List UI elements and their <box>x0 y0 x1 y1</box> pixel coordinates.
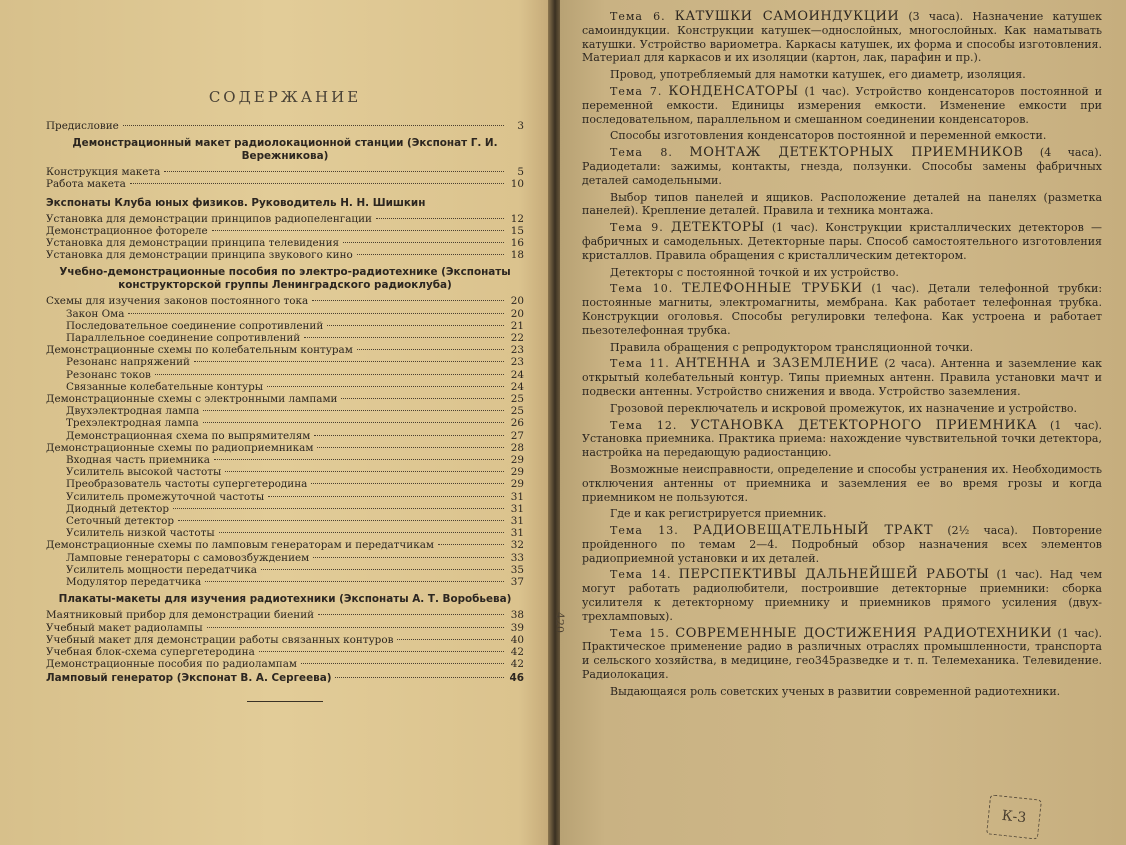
topic-text: Повторение пройденного по темам 2—4. Подробный обзор назначения всех элементов радиоприемной установки и их деталей. <box>582 524 1102 565</box>
topic-number: Тема 7. <box>610 84 663 98</box>
toc-leader-dots <box>397 639 504 640</box>
toc-entry <box>46 454 524 466</box>
topic-text: Антенна и заземление как открытый колебательный контур. Типы приемных антенн. Правила установки мачт и подвески антенны. Устройство снижения и ввода. Устройство заземления. <box>582 357 1103 398</box>
toc-leader-dots <box>130 183 504 184</box>
topic-title: РАДИОВЕЩАТЕЛЬНЫЙ ТРАКТ <box>693 523 934 539</box>
toc-entry-label: Учебный макет для демонстрации работы связанных контуров <box>46 633 394 646</box>
toc-entry-label: Демонстрационная схема по выпрямителям <box>66 429 311 442</box>
topic-paragraph <box>582 568 1102 623</box>
topic-title: КОНДЕНСАТОРЫ <box>668 83 799 99</box>
toc-leader-dots <box>343 242 504 243</box>
toc-section-heading: Демонстрационный макет радиолокационной станции (Экспонат Г. И. Вережникова) <box>72 137 498 163</box>
toc-entry <box>46 564 524 576</box>
topic-number: Тема 9. <box>610 221 664 235</box>
toc-page-number: 12 <box>510 212 524 225</box>
toc-leader-dots <box>357 254 504 255</box>
topic-title: УСТАНОВКА ДЕТЕКТОРНОГО ПРИЕМНИКА <box>690 417 1038 433</box>
toc-entry-label: Работа макета <box>46 178 126 191</box>
topic-number: Тема 6. <box>610 10 666 23</box>
toc-page-number: 31 <box>510 515 524 528</box>
toc-entry <box>46 166 524 178</box>
topic-text: Практическое применение радио в различных отраслях промышленности, транспорта и сельского хозяйства, в медицине, гео345разведке и т. п. Телемеханика. Телевидение. Радиолокация. <box>582 640 1102 682</box>
toc-page-number: 16 <box>510 237 524 250</box>
toc-entry-label: Ламповые генераторы с самовозбуждением <box>66 551 310 564</box>
toc-leader-dots <box>164 171 504 172</box>
topic-title: СОВРЕМЕННЫЕ ДОСТИЖЕНИЯ РАДИОТЕХНИКИ <box>675 625 1053 641</box>
left-page-contents <box>0 0 552 845</box>
toc-leader-dots <box>219 532 504 533</box>
toc-leader-dots <box>155 374 504 375</box>
toc-page-number: 23 <box>510 344 524 357</box>
toc-leader-dots <box>261 569 504 570</box>
toc-leader-dots <box>203 422 504 423</box>
toc-leader-dots <box>304 337 504 338</box>
toc-page-number: 5 <box>517 166 524 179</box>
topic-number: Тема 11. <box>610 357 670 371</box>
toc-leader-dots <box>267 386 504 387</box>
toc-page-number: 39 <box>510 621 524 634</box>
toc-entry <box>46 466 524 478</box>
topic-text: Устройство конденсаторов постоянной и переменной емкости. Единицы измерения емкости. Изменение емкости при последовательном, параллельном и смешанном соединении конденсаторов. <box>582 84 1103 126</box>
topic-hours: (4 часа). <box>1039 146 1102 160</box>
margin-mark: 420 <box>553 612 566 633</box>
right-page-program <box>553 0 1126 845</box>
topic-text: Над чем могут работать радиолюбители, построившие детекторные приемники: сборка усилителя к детекторному приемнику и приемников прямого усиления (двух-трехламповых). <box>582 568 1103 623</box>
toc-page-number: 18 <box>510 249 524 262</box>
toc-leader-dots <box>317 447 504 448</box>
toc-entry-label: Схемы для изучения законов постоянного тока <box>46 295 309 308</box>
toc-page-number: 24 <box>510 368 524 381</box>
toc-entry-label: Связанные колебательные контуры <box>66 380 264 393</box>
toc-entry <box>46 646 524 658</box>
topic-extra-paragraph: Провод, употребляемый для намотки катушек, его диаметр, изоляция. <box>610 68 1026 82</box>
toc-entry <box>46 658 524 670</box>
topic-paragraph <box>582 282 1102 337</box>
toc-entry <box>46 369 524 381</box>
toc-entry-label: Параллельное соединение сопротивлений <box>66 332 301 345</box>
toc-entry <box>46 503 524 515</box>
topic-hours: (1 час). <box>1057 626 1102 640</box>
toc-page-number: 3 <box>517 120 524 132</box>
toc-leader-dots <box>214 459 504 460</box>
topic-extra-paragraph: Выбор типов панелей и ящиков. Расположение деталей на панелях (разметка панелей). Крепление деталей. Правила и техника монтажа. <box>582 190 1102 218</box>
toc-leader-dots <box>311 483 504 484</box>
toc-leader-dots <box>268 496 504 497</box>
topic-title: МОНТАЖ ДЕТЕКТОРНЫХ ПРИЕМНИКОВ <box>689 145 1024 161</box>
toc-page-number: 24 <box>510 380 524 393</box>
contents-title: СОДЕРЖАНИЕ <box>208 88 362 106</box>
topic-hours: (2½ часа). <box>947 524 1018 538</box>
toc-entry-label: Демонстрационные схемы с электронными лампами <box>46 393 338 406</box>
toc-section-heading: Учебно-демонстрационные пособия по электро-радиотехнике (Экспонаты конструкторской группы Ленинградского радиоклуба) <box>59 266 511 292</box>
toc-page-number: 25 <box>510 393 524 406</box>
toc-leader-dots <box>335 677 504 678</box>
toc-entry-label: Конструкция макета <box>46 166 161 179</box>
toc-leader-dots <box>205 581 504 582</box>
toc-entry <box>46 178 524 190</box>
topics-list <box>582 10 1102 699</box>
toc-entry-label: Предисловие <box>46 120 119 132</box>
toc-entry-label: Закон Ома <box>66 307 125 320</box>
topic-number: Тема 8. <box>610 146 673 160</box>
toc-entry-label: Входная часть приемника <box>66 454 210 467</box>
toc-entry <box>46 672 524 684</box>
topic-extra-paragraph: Способы изготовления конденсаторов постоянной и переменной емкости. <box>610 129 1047 143</box>
toc-leader-dots <box>178 520 504 521</box>
toc-entry-label: Демонстрационные схемы по колебательным контурам <box>46 344 353 357</box>
toc-entry <box>46 405 524 417</box>
toc-leader-dots <box>318 614 504 615</box>
topic-number: Тема 15. <box>610 626 670 640</box>
toc-leader-dots <box>123 125 504 126</box>
toc-page-number: 29 <box>510 466 524 479</box>
toc-entry <box>46 609 524 621</box>
topic-paragraph <box>582 10 1102 65</box>
topic-extra-paragraph: Правила обращения с репродуктором трансляционной точки. <box>610 340 974 354</box>
toc-page-number: 20 <box>510 307 524 320</box>
toc-page-number: 33 <box>510 551 524 564</box>
toc-entry-label: Усилитель низкой частоты <box>66 527 215 540</box>
toc-entry <box>46 622 524 634</box>
toc-entry <box>46 430 524 442</box>
toc-entry <box>46 417 524 429</box>
toc-entry-label: Усилитель высокой частоты <box>66 466 222 479</box>
topic-paragraph <box>582 357 1102 398</box>
toc-entry <box>46 491 524 503</box>
toc-page-number: 40 <box>510 633 524 646</box>
toc-page-number: 42 <box>510 658 524 671</box>
toc-entry <box>46 237 524 249</box>
toc-section-heading: Экспонаты Клуба юных физиков. Руководитель Н. Н. Шишкин <box>46 196 426 209</box>
toc-entry <box>46 225 524 237</box>
toc-entry-label: Маятниковый прибор для демонстрации биений <box>46 609 315 622</box>
toc-entry-label: Резонанс напряжений <box>66 356 190 369</box>
toc-entry-label: Установка для демонстрации принципов радиопеленгации <box>46 212 372 225</box>
topic-hours: (3 часа). <box>908 10 964 23</box>
toc-leader-dots <box>194 361 504 362</box>
toc-page-number: 20 <box>510 295 524 308</box>
toc-page-number: 23 <box>510 356 524 369</box>
toc-leader-dots <box>259 651 504 652</box>
toc-leader-dots <box>173 508 504 509</box>
topic-paragraph <box>582 146 1102 187</box>
toc-leader-dots <box>225 471 504 472</box>
toc-leader-dots <box>203 410 504 411</box>
toc-leader-dots <box>312 300 504 301</box>
toc-page-number: 29 <box>510 478 524 491</box>
toc-entry <box>46 344 524 356</box>
toc-entry <box>46 634 524 646</box>
topic-extra-paragraph: Грозовой переключатель и искровой промежуток, их назначение и устройство. <box>610 401 1078 415</box>
topic-title: КАТУШКИ САМОИНДУКЦИИ <box>674 9 900 24</box>
toc-entry-label: Трехэлектродная лампа <box>66 417 199 430</box>
topic-hours: (1 час). <box>871 282 920 296</box>
toc-section-heading: Плакаты-макеты для изучения радиотехники (Экспонаты А. Т. Воробьева) <box>58 593 512 606</box>
topic-paragraph <box>582 85 1102 126</box>
topic-hours: (2 часа). <box>884 357 936 371</box>
topic-hours: (1 час). <box>771 221 819 235</box>
toc-entry-label: Последовательное соединение сопротивлений <box>66 319 324 332</box>
topic-hours: (1 час). <box>804 84 850 98</box>
toc-entry-label: Ламповый генератор (Экспонат В. А. Сергеева) <box>46 672 332 685</box>
toc-page-number: 27 <box>510 429 524 442</box>
toc-entry-label: Диодный детектор <box>66 502 170 515</box>
toc-entry <box>46 576 524 588</box>
toc-entry <box>46 356 524 368</box>
topic-text: Установка приемника. Практика приема: нахождение чувствительной точки детектора, настройка на передающую радиостанцию. <box>582 432 1102 460</box>
toc-leader-dots <box>314 435 504 436</box>
toc-entry <box>46 515 524 527</box>
toc-page-number: 31 <box>510 527 524 540</box>
toc-entry <box>46 381 524 393</box>
toc-page-number: 46 <box>509 672 524 685</box>
topic-number: Тема 10. <box>610 282 674 296</box>
toc-entry <box>46 249 524 261</box>
topic-extra-paragraph: Детекторы с постоянной точкой и их устройство. <box>610 265 899 279</box>
toc-entry-label: Модулятор передатчика <box>66 576 202 589</box>
toc-page-number: 29 <box>510 454 524 467</box>
toc-entry <box>46 393 524 405</box>
toc-page-number: 10 <box>510 178 524 191</box>
toc-entry-label: Демонстрационные пособия по радиолампам <box>46 658 297 671</box>
toc-entry <box>46 442 524 454</box>
toc-entry-label: Установка для демонстрации принципа телевидения <box>46 237 340 250</box>
topic-paragraph <box>582 221 1102 262</box>
topic-paragraph <box>582 524 1102 565</box>
topic-extra-paragraph: Возможные неисправности, определение и способы устранения их. Необходимость отключения антенны от приемника и заземления ее во время грозы и когда приемником не пользуются. <box>582 462 1102 504</box>
toc-entry <box>46 295 524 307</box>
topic-text: Конструкции кристаллических детекторов — фабричных и самодельных. Детекторные пары. Способ самостоятельного изготовления кристаллов. Правила обращения с кристаллическим детектором. <box>582 221 1103 262</box>
toc-page-number: 28 <box>510 441 524 454</box>
toc-leader-dots <box>313 557 504 558</box>
toc-entry-label: Демонстрационное фотореле <box>46 224 208 237</box>
toc-entry <box>46 213 524 225</box>
toc-entry <box>46 320 524 332</box>
toc-page-number: 32 <box>510 539 524 552</box>
toc-entry-label: Учебный макет радиолампы <box>46 621 203 634</box>
toc-entry-label: Усилитель промежуточной частоты <box>66 490 265 503</box>
toc-page-number: 37 <box>510 576 524 589</box>
toc-page-number: 31 <box>510 490 524 503</box>
table-of-contents <box>46 120 524 685</box>
toc-entry-label: Установка для демонстрации принципа звукового кино <box>46 249 353 262</box>
topic-number: Тема 14. <box>610 568 672 582</box>
library-stamp: К-3 <box>986 794 1042 839</box>
toc-page-number: 42 <box>510 645 524 658</box>
toc-leader-dots <box>438 544 504 545</box>
toc-page-number: 35 <box>510 563 524 576</box>
topic-text: Назначение катушек самоиндукции. Конструкции катушек—однослойных, многослойных. Как наматывать катушки. Устройство вариометра. Каркасы катушек, их форма и способы изготовления. Материал для каркасов и их изоляции (картон, лак, парафин и пр.). <box>582 10 1103 65</box>
topic-number: Тема 13. <box>610 524 679 538</box>
toc-page-number: 38 <box>510 609 524 622</box>
toc-page-number: 22 <box>510 332 524 345</box>
toc-entry <box>46 478 524 490</box>
toc-page-number: 15 <box>510 224 524 237</box>
toc-entry <box>46 120 524 132</box>
toc-entry <box>46 552 524 564</box>
topic-title: ТЕЛЕФОННЫЕ ТРУБКИ <box>682 281 863 297</box>
toc-entry-label: Преобразователь частоты супергетеродина <box>66 478 308 491</box>
toc-page-number: 25 <box>510 405 524 418</box>
toc-entry-label: Демонстрационные схемы по ламповым генераторам и передатчикам <box>46 539 434 552</box>
topic-extra-paragraph: Где и как регистрируется приемник. <box>610 507 827 521</box>
toc-entry-label: Сеточный детектор <box>66 515 174 528</box>
toc-leader-dots <box>128 313 504 314</box>
toc-entry-label: Двухэлектродная лампа <box>66 405 200 418</box>
toc-leader-dots <box>376 218 504 219</box>
toc-entry-label: Учебная блок-схема супергетеродина <box>46 645 255 658</box>
topic-title: ПЕРСПЕКТИВЫ ДАЛЬНЕЙШЕЙ РАБОТЫ <box>678 567 990 583</box>
toc-entry <box>46 539 524 551</box>
toc-entry-label: Усилитель мощности передатчика <box>66 563 257 576</box>
toc-page-number: 21 <box>510 319 524 332</box>
topic-hours: (1 час). <box>996 568 1043 582</box>
toc-leader-dots <box>212 230 504 231</box>
toc-leader-dots <box>327 325 504 326</box>
topic-paragraph <box>582 419 1102 460</box>
topic-number: Тема 12. <box>610 418 678 432</box>
toc-page-number: 31 <box>510 502 524 515</box>
topic-hours: (1 час). <box>1050 418 1103 432</box>
toc-entry <box>46 527 524 539</box>
topic-extra-paragraph: Выдающаяся роль советских ученых в развитии современной радиотехники. <box>610 684 1061 698</box>
topic-title: АНТЕННА и ЗАЗЕМЛЕНИЕ <box>675 356 879 372</box>
topic-text: Радиодетали: зажимы, контакты, гнезда, ползунки. Способы замены фабричных деталей самодельными. <box>582 159 1102 187</box>
toc-entry-label: Резонанс токов <box>66 368 151 381</box>
toc-leader-dots <box>301 663 504 664</box>
toc-page-number: 26 <box>510 417 524 430</box>
topic-text: Детали телефонной трубки: постоянные магниты, электромагниты, мембрана. Как работает телефонная трубка. Конструкции оголовья. Способы регулировки телефона. Как устроена и работает пьезотелефонная трубка. <box>582 282 1103 337</box>
toc-leader-dots <box>207 627 504 628</box>
toc-leader-dots <box>357 349 504 350</box>
toc-entry-label: Демонстрационные схемы по радиоприемникам <box>46 441 314 454</box>
toc-leader-dots <box>341 398 504 399</box>
topic-paragraph <box>582 627 1102 682</box>
topic-title: ДЕТЕКТОРЫ <box>670 220 765 236</box>
toc-entry <box>46 308 524 320</box>
end-rule <box>247 701 323 702</box>
toc-entry <box>46 332 524 344</box>
